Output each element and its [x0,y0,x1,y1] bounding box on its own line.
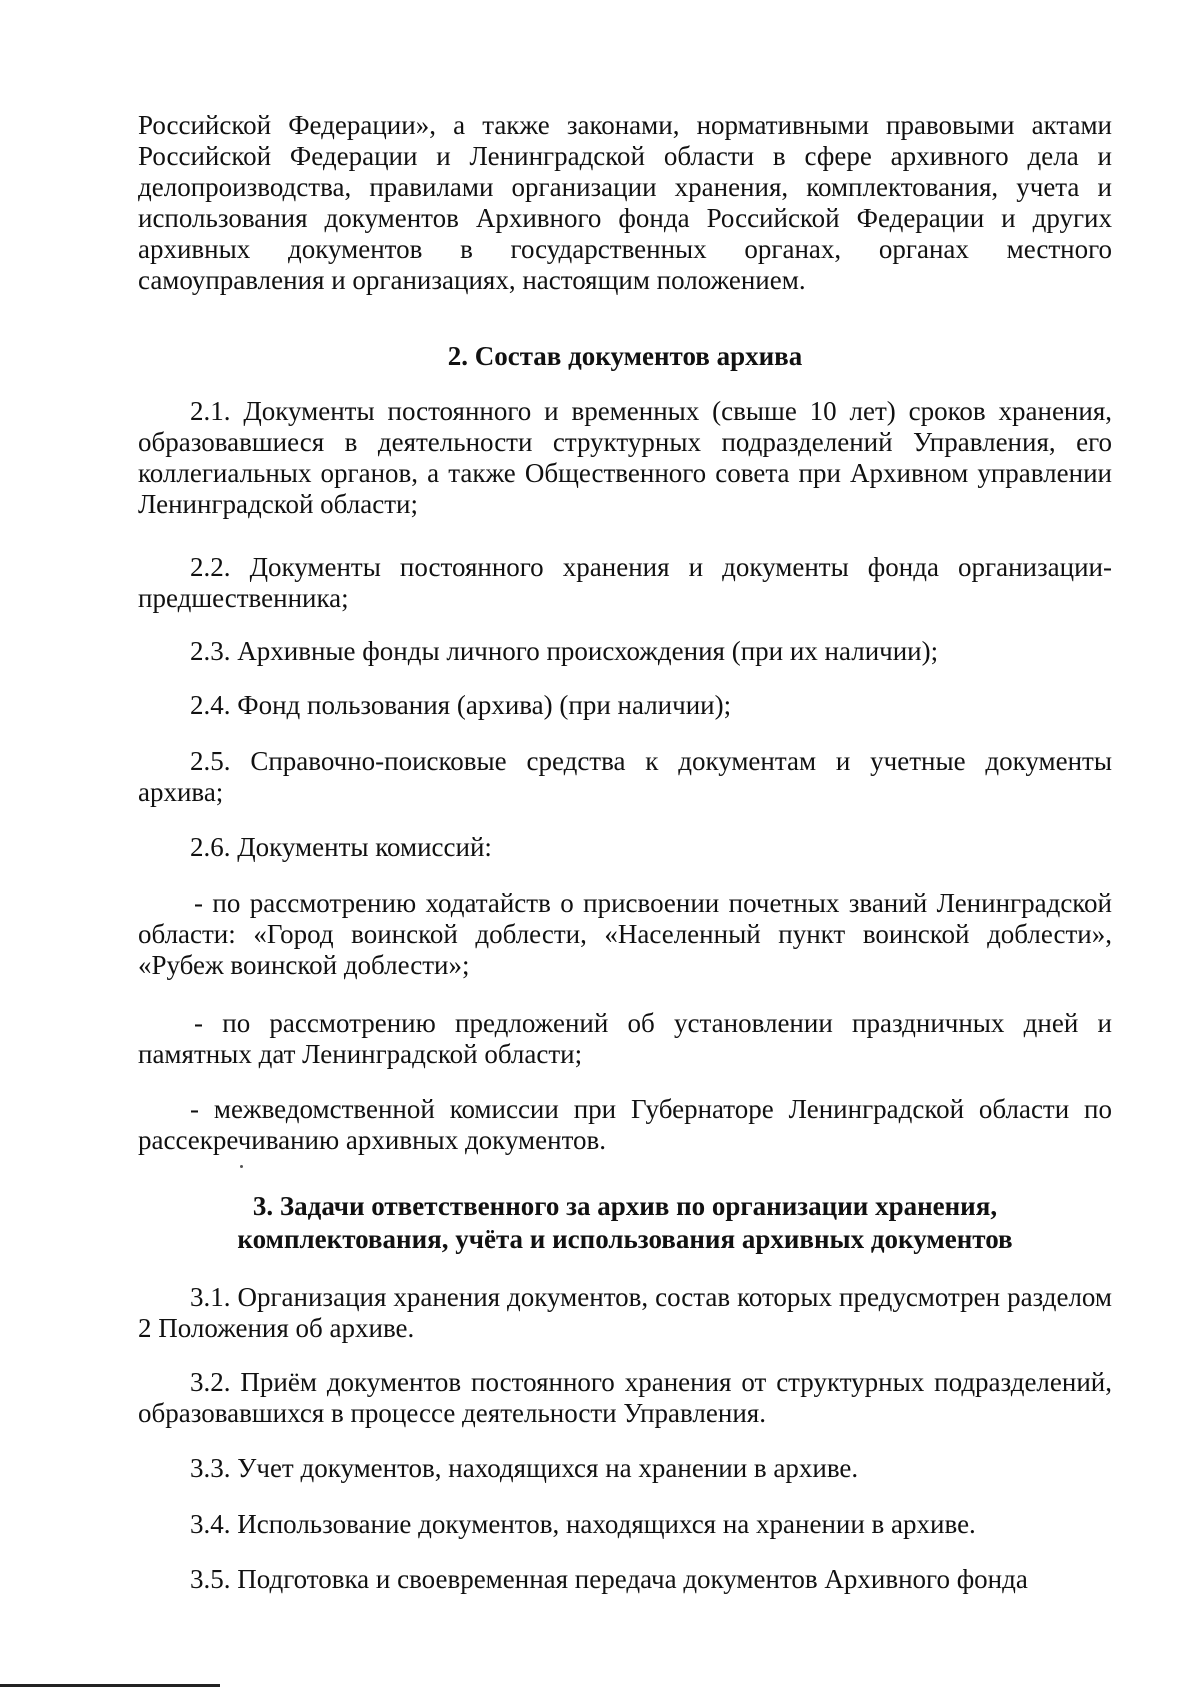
dash-item-2: - по рассмотрению предложений об установлении праздничных дней и памятных дат Ленинградской области; [138,1008,1112,1069]
paragraph-2-4: 2.4. Фонд пользования (архива) (при наличии); [190,690,732,720]
paragraph-2-2: 2.2. Документы постоянного хранения и документы фонда организации-предшественника; [138,552,1112,613]
paragraph-2-1: 2.1. Документы постоянного и временных (свыше 10 лет) сроков хранения, образовавшиеся в деятельности структурных подразделений Управления, его коллегиальных органов, а также Общественного совета при Архивном управлении Ленинградской области; [138,396,1112,519]
scan-speck [240,1165,243,1168]
section-3-heading-line-1: 3. Задачи ответственного за архив по организации хранения, [252,1191,998,1221]
section-2-heading: 2. Состав документов архива [447,341,803,371]
paragraph-3-4: 3.4. Использование документов, находящихся на хранении в архиве. [190,1509,976,1539]
paragraph-3-2: 3.2. Приём документов постоянного хранения от структурных подразделений, образовавшихся в процессе деятельности Управления. [138,1367,1112,1428]
paragraph-3-5: 3.5. Подготовка и своевременная передача документов Архивного фонда [190,1564,1028,1594]
paragraph-2-3: 2.3. Архивные фонды личного происхождения (при их наличии); [190,636,939,666]
paragraph-2-5: 2.5. Справочно-поисковые средства к документам и учетные документы архива; [138,746,1112,807]
paragraph-2-6: 2.6. Документы комиссий: [190,832,492,862]
paragraph-3-1: 3.1. Организация хранения документов, состав которых предусмотрен разделом 2 Положения об архиве. [138,1282,1112,1343]
dash-item-1: - по рассмотрению ходатайств о присвоении почетных званий Ленинградской области: «Город воинской доблести, «Населенный пункт воинской доблести», «Рубеж воинской доблести»; [138,888,1112,980]
dash-item-3: - межведомственной комиссии при Губернаторе Ленинградской области по рассекречиванию архивных документов. [138,1094,1112,1155]
scan-edge-line [0,1684,220,1687]
intro-paragraph: Российской Федерации», а также законами, нормативными правовыми актами Российской Федерации и Ленинградской области в сфере архивного дела и делопроизводства, правилами организации хранения, комплектования, учета и использования документов Архивного фонда Российской Федерации и других архивных документов в государственных органах, органах местного самоуправления и организациях, настоящим положением. [138,110,1112,295]
paragraph-3-3: 3.3. Учет документов, находящихся на хранении в архиве. [190,1453,859,1483]
section-3-heading-line-2: комплектования, учёта и использования архивных документов [237,1224,1013,1254]
